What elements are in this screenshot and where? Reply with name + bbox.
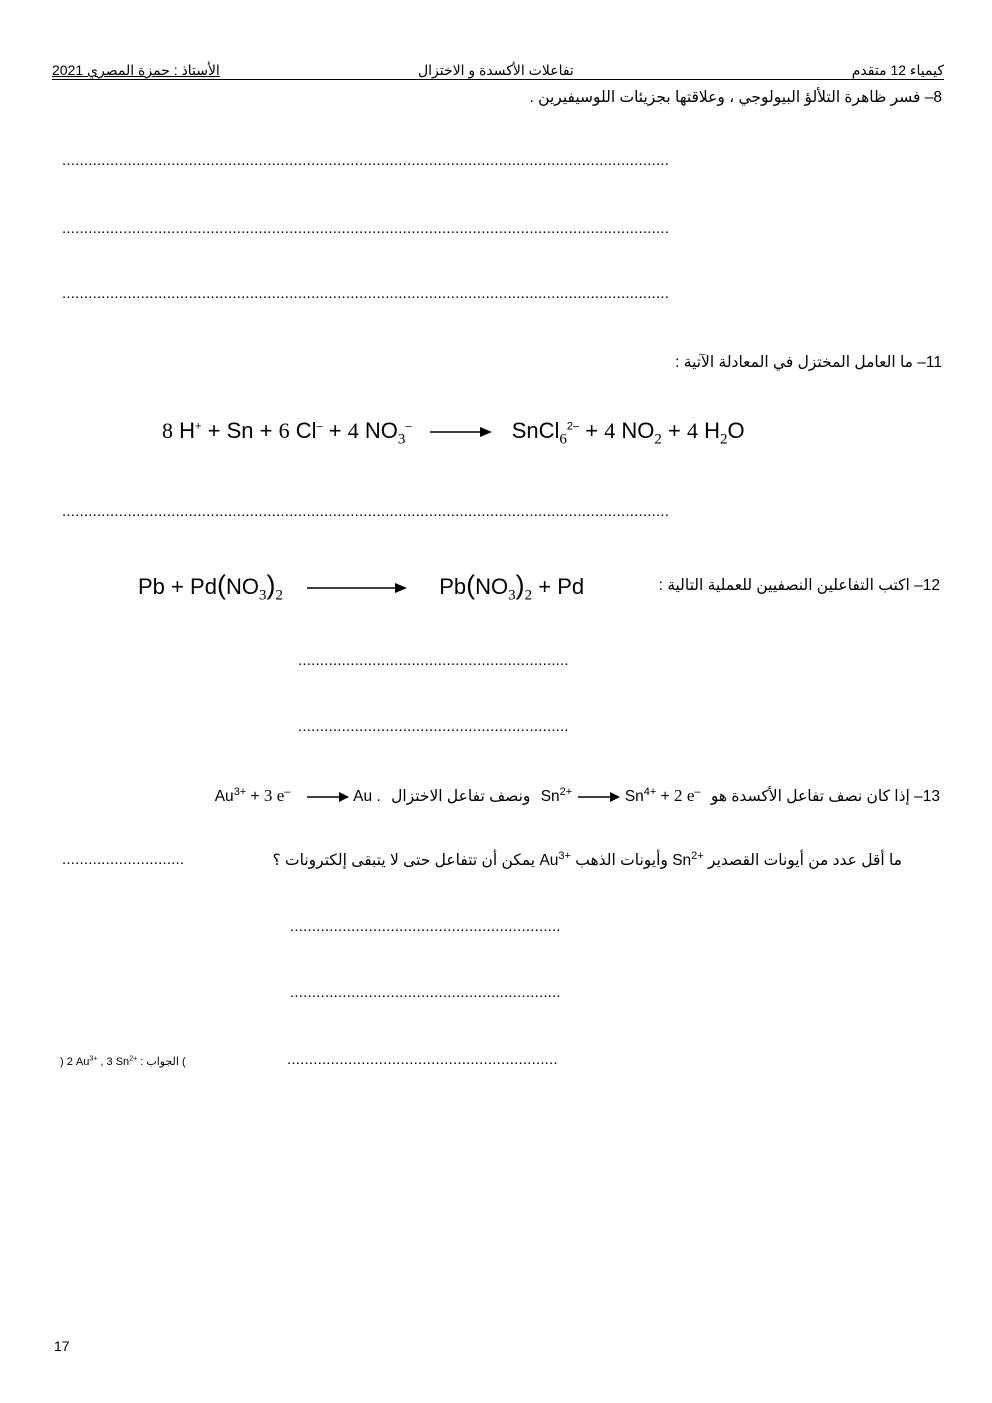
answer-line: .............................................................. bbox=[290, 918, 561, 935]
species-no2: $NO_2$ bbox=[621, 418, 662, 448]
question-11: 11– ما العامل المختزل في المعادلة الآتية : bbox=[675, 354, 942, 371]
header-divider bbox=[52, 79, 944, 80]
plus-sign: + bbox=[585, 418, 599, 443]
plus-sign: + bbox=[538, 574, 552, 599]
answer-line: .............................................................. bbox=[298, 718, 569, 735]
species-pb-no3-2: $Pb(NO_3)_2$ bbox=[439, 570, 533, 604]
species-pb: Pb bbox=[138, 574, 165, 599]
species-h2o: $H_2O$ bbox=[704, 418, 745, 448]
question-13-prompt: ما أقل عدد من أيونات القصدير $Sn^{2+}$ وأيونات الذهب $Au^{3+}$ يمكن أن تتفاعل حتى لا يتبقى إلكترونات ؟ bbox=[272, 849, 902, 869]
header-teacher: الأستاذ : حمزة المصري 2021 bbox=[52, 62, 220, 78]
species-sncl6: SnCl$_6^{2-}$ bbox=[511, 418, 580, 448]
reduction-half-reaction: $Au^{3+} + 3$ e– Au . bbox=[214, 785, 381, 805]
reaction-arrow-icon bbox=[578, 792, 620, 802]
oxidation-half-reaction: $Sn^{2+}$ $Sn^{4+} + 2$ e– bbox=[540, 785, 701, 805]
answer-line: .............................................................. bbox=[298, 652, 569, 669]
answer-line: ........................................................................................................................................... bbox=[62, 285, 670, 302]
species-pd: Pd bbox=[557, 574, 585, 599]
answer-line: ........................................................................................................................................... bbox=[62, 152, 670, 169]
plus-sign: + bbox=[259, 418, 273, 443]
coefficient: 8 bbox=[162, 418, 173, 443]
answer-line: .............................................................. bbox=[290, 984, 561, 1001]
coefficient: 4 bbox=[347, 418, 359, 443]
species-no3: $NO_3^-$ bbox=[364, 418, 412, 448]
species-h: H+ bbox=[179, 418, 202, 443]
page-number: 17 bbox=[54, 1338, 70, 1354]
plus-sign: + bbox=[171, 574, 184, 599]
answer-line: ........................................................................................................................................... bbox=[62, 220, 670, 237]
coefficient: 4 bbox=[604, 418, 616, 443]
answer-key: ) الجواب : 2 $Au^{3+}$ , 3 $Sn^{2+}$ ( bbox=[60, 1055, 186, 1068]
question-13: 13– إذا كان نصف تفاعل الأكسدة هو $Sn^{2+}$ $Sn^{4+} + 2$ e– ونصف تفاعل الاختزال $Au^{3+} + 3$ e– Au . bbox=[214, 785, 940, 805]
species-cl: Cl– bbox=[295, 418, 323, 443]
header-subject: كيمياء 12 متقدم bbox=[851, 62, 944, 78]
reaction-arrow-icon bbox=[307, 582, 407, 594]
plus-sign: + bbox=[668, 418, 681, 443]
answer-line: ............................ bbox=[62, 851, 185, 868]
reaction-arrow-icon bbox=[430, 426, 492, 438]
plus-sign: + bbox=[328, 418, 342, 443]
coefficient: 4 bbox=[687, 418, 699, 443]
equation-11 bbox=[162, 418, 745, 448]
answer-line: .............................................................. bbox=[287, 1051, 558, 1068]
species-sn: Sn bbox=[226, 418, 254, 443]
plus-sign: + bbox=[207, 418, 221, 443]
question-12: 12– اكتب التفاعلين النصفيين للعملية التالية : bbox=[658, 577, 940, 594]
header-topic: تفاعلات الأكسدة و الاختزال bbox=[418, 62, 574, 78]
question-8: 8– فسر ظاهرة التلألؤ البيولوجي ، وعلاقتها بجزيئات اللوسيفيرين . bbox=[529, 89, 942, 106]
equation-12 bbox=[138, 570, 585, 604]
species-pd-no3-2: $Pd(NO_3)_2$ bbox=[190, 570, 283, 604]
coefficient: 6 bbox=[278, 418, 290, 443]
answer-line: ........................................................................................................................................... bbox=[62, 503, 670, 520]
reaction-arrow-icon bbox=[307, 792, 349, 802]
